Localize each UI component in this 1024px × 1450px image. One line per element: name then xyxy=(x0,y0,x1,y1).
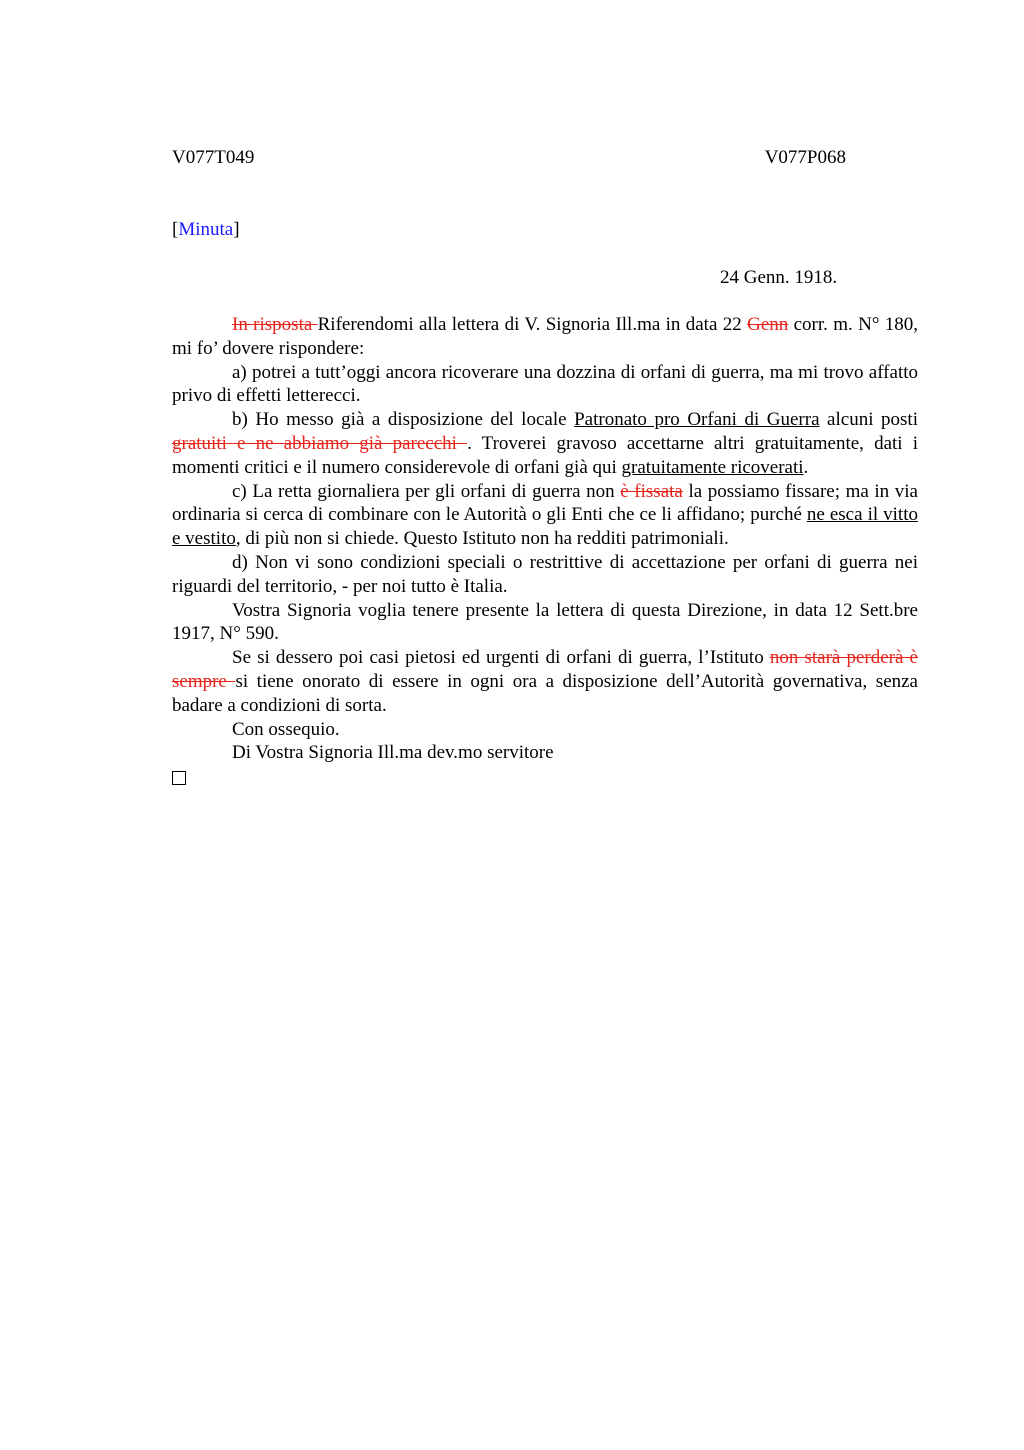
underlined-text: gratuitamente ricoverati xyxy=(621,456,804,478)
open-bracket: [ xyxy=(172,219,179,240)
document-code-left: V077T049 xyxy=(172,147,255,168)
paragraph-urgent-cases xyxy=(172,646,918,717)
minuta-label xyxy=(172,218,240,242)
paragraph-text: b) Ho messo già a disposizione del locale xyxy=(232,409,575,431)
empty-box-symbol xyxy=(172,765,918,792)
paragraph-a: a) potrei a tutt’oggi ancora ricoverare una dozzina di orfani di guerra, ma mi trovo affatto privo di effetti letterecci. xyxy=(172,361,918,407)
paragraph-text: , di più non si chiede. Questo Istituto non ha redditi patrimoniali. xyxy=(235,528,729,550)
minuta-text: Minuta xyxy=(178,219,234,240)
square-box-icon xyxy=(172,771,186,785)
paragraph-text: la possiamo fissare; ma in via ordinaria si cerca di combinare con le Autorità o gli Enti che ce li affidano; purché xyxy=(172,480,918,526)
closing-signature-line: Di Vostra Signoria Ill.ma dev.mo servitore xyxy=(232,742,554,764)
paragraph-reference: Vostra Signoria voglia tenere presente la lettera di questa Direzione, in data 12 Sett.bre 1917, N° 590. xyxy=(172,599,918,645)
paragraph-text: Riferendomi alla lettera di V. Signoria Ill.ma in data 22 xyxy=(317,314,748,335)
paragraph-b xyxy=(172,408,918,479)
letter-body xyxy=(172,313,918,792)
underlined-text: Patronato pro Orfani di Guerra xyxy=(574,409,820,431)
letter-date: 24 Genn. 1918. xyxy=(720,267,838,288)
paragraph-text: . Troverei gravoso accettarne altri gratuitamente, dati i momenti critici e il numero considerevole di orfani già qui xyxy=(172,432,918,478)
deleted-text: non starà perderà è sempre xyxy=(172,647,918,692)
deleted-text: Genn xyxy=(747,314,789,335)
closing-greeting: Con ossequio. xyxy=(232,718,340,740)
document-code-right: V077P068 xyxy=(764,147,846,168)
paragraph-text: . xyxy=(803,456,809,478)
paragraph-intro xyxy=(172,313,918,361)
deleted-text: gratuiti e ne abbiamo già parecchi xyxy=(172,432,468,454)
close-bracket: ] xyxy=(233,219,240,240)
paragraph-text: alcuni posti xyxy=(819,409,918,431)
paragraph-d: d) Non vi sono condizioni speciali o restrittive di accettazione per orfani di guerra nei riguardi del territorio, - per noi tutto è Italia. xyxy=(172,551,918,597)
paragraph-c xyxy=(172,480,918,551)
underlined-text: ne esca il vitto e vestito xyxy=(172,504,918,550)
paragraph-text: c) La retta giornaliera per gli orfani di guerra non xyxy=(232,480,621,502)
deleted-text: In risposta xyxy=(232,314,318,335)
paragraph-text: corr. m. N° 180, mi fo’ dovere rispondere: xyxy=(172,314,919,359)
document-header xyxy=(172,146,846,170)
deleted-text: è fissata xyxy=(620,480,683,502)
paragraph-text: Se si dessero poi casi pietosi ed urgenti di orfani di guerra, l’Istituto xyxy=(232,647,770,669)
paragraph-text: si tiene onorato di essere in ogni ora a disposizione dell’Autorità governativa, senza badare a condizioni di sorta. xyxy=(172,670,918,716)
